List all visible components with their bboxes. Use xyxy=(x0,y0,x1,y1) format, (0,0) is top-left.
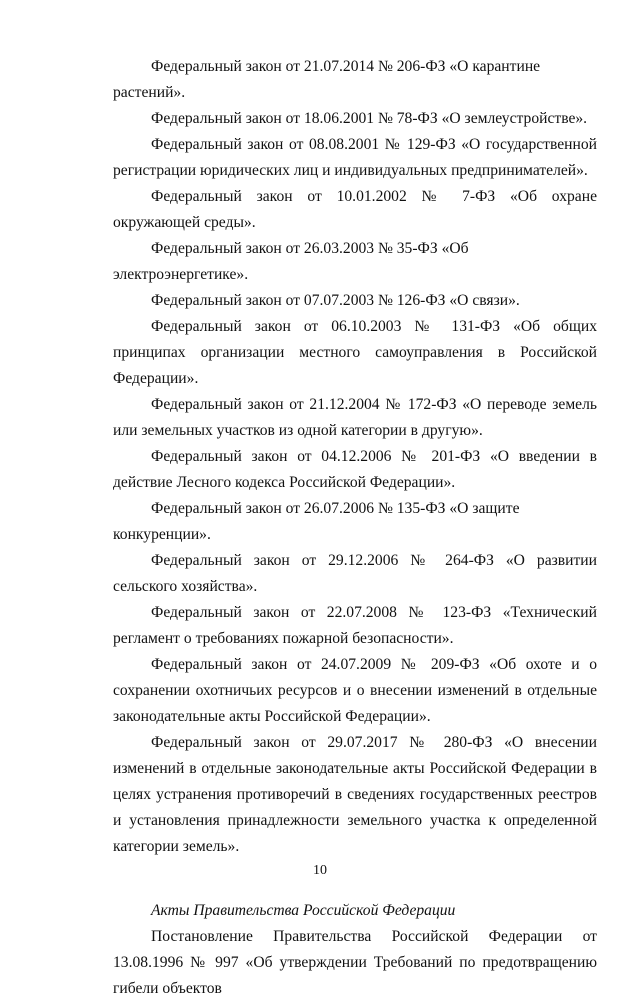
law-entry-5: Федеральный закон от 26.03.2003 № 35-ФЗ «Об электроэнергетике». xyxy=(113,240,469,283)
law-entry-1: Федеральный закон от 21.07.2014 № 206-ФЗ «О карантине растений». xyxy=(113,58,541,101)
law-entry-6: Федеральный закон от 07.07.2003 № 126-ФЗ «О связи». xyxy=(151,292,520,309)
law-entry-4: Федеральный закон от 10.01.2002 № 7-ФЗ «Об охране окружающей среды». xyxy=(113,188,597,231)
law-entry-11: Федеральный закон от 29.12.2006 № 264-ФЗ «О развитии сельского хозяйства». xyxy=(113,552,597,595)
page-number: 10 xyxy=(313,863,327,878)
law-entry-13: Федеральный закон от 24.07.2009 № 209-ФЗ «Об охоте и о сохранении охотничьих ресурсов и о внесении изменений в отдельные законодательные акты Российской Федерации». xyxy=(113,656,597,725)
law-entry-12: Федеральный закон от 22.07.2008 № 123-ФЗ «Технический регламент о требованиях пожарной безопасности». xyxy=(113,604,597,647)
section-heading: Акты Правительства Российской Федерации xyxy=(151,902,456,919)
law-entry-7: Федеральный закон от 06.10.2003 № 131-ФЗ «Об общих принципах организации местного самоуправления в Российской Федерации». xyxy=(113,318,597,387)
law-entry-14: Федеральный закон от 29.07.2017 № 280-ФЗ «О внесении изменений в отдельные законодательные акты Российской Федерации в целях устранения противоречий в сведениях государственных реестров и установления принадлежности земельного участка к определенной категории земель». xyxy=(113,734,597,855)
law-entry-3: Федеральный закон от 08.08.2001 № 129-ФЗ «О государственной регистрации юридических лиц и индивидуальных предпринимателей». xyxy=(113,136,597,179)
law-entry-8: Федеральный закон от 21.12.2004 № 172-ФЗ «О переводе земель или земельных участков из одной категории в другую». xyxy=(113,396,597,439)
law-entry-2: Федеральный закон от 18.06.2001 № 78-ФЗ «О землеустройстве». xyxy=(151,110,588,127)
resolution-entry: Постановление Правительства Российской Федерации от 13.08.1996 № 997 «Об утверждении Требований по предотвращению гибели объектов xyxy=(113,928,597,997)
law-entry-9: Федеральный закон от 04.12.2006 № 201-ФЗ «О введении в действие Лесного кодекса Российской Федерации». xyxy=(113,448,597,491)
law-entry-10: Федеральный закон от 26.07.2006 № 135-ФЗ «О защите конкуренции». xyxy=(113,500,520,543)
document-body xyxy=(113,54,597,1002)
